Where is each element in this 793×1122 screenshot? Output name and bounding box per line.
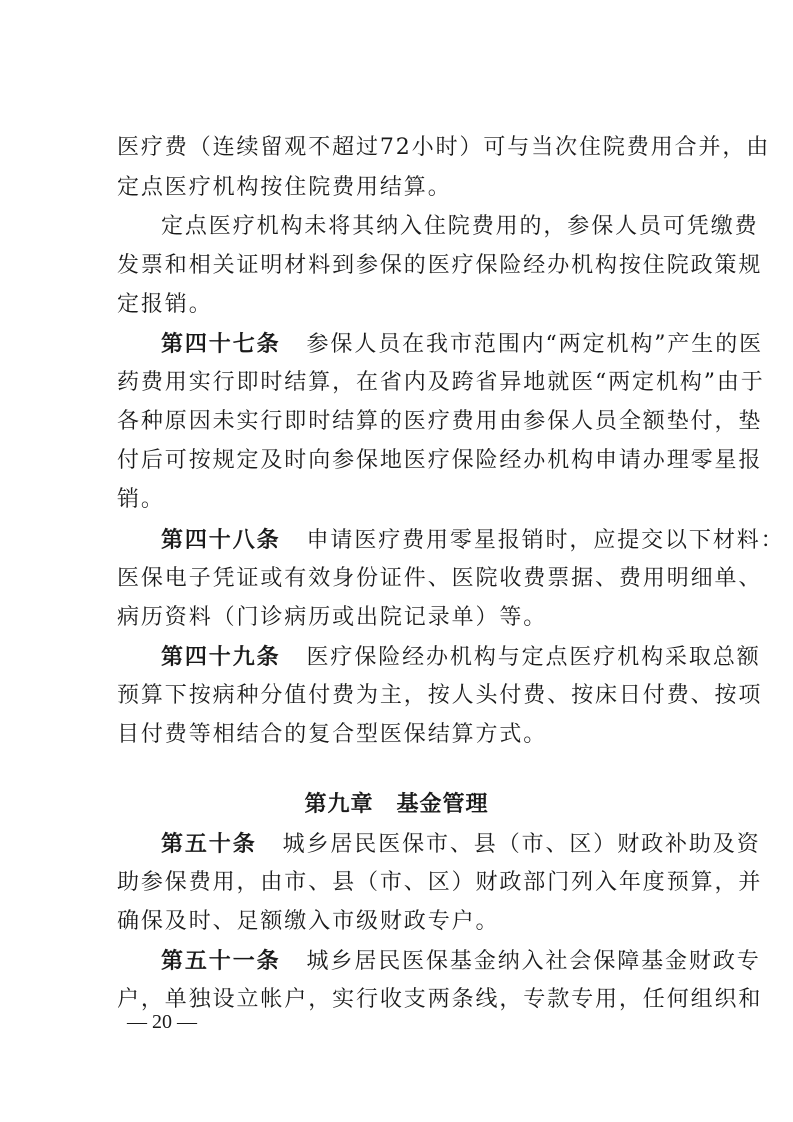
article-number: 第四十七条 <box>161 331 281 357</box>
article-50-first-line <box>161 830 761 859</box>
text-line: 确保及时、足额缴入市级财政专户。 <box>117 909 500 934</box>
article-48-first-line <box>161 526 785 555</box>
text-line: 各种原因未实行即时结算的医疗费用由参保人员全额垫付，垫 <box>117 409 763 434</box>
article-text: 城乡居民医保市、县（市、区）财政补助及资 <box>282 832 761 857</box>
article-text: 医疗保险经办机构与定点医疗机构采取总额 <box>306 645 761 670</box>
article-number: 第四十九条 <box>161 644 281 670</box>
text-line: 病历资料（门诊病历或出院记录单）等。 <box>117 605 548 630</box>
article-text: 参保人员在我市范围内“两定机构”产生的医 <box>306 332 764 357</box>
text-line: 付后可按规定及时向参保地医疗保险经办机构申请办理零星报 <box>117 448 763 473</box>
article-number: 第五十一条 <box>161 948 281 974</box>
article-51-first-line <box>161 947 761 976</box>
text-line: 医保电子凭证或有效身份证件、医院收费票据、费用明细单、 <box>117 566 763 591</box>
text-line: 定报销。 <box>117 292 213 317</box>
text-line: 预算下按病种分值付费为主，按人头付费、按床日付费、按项 <box>117 683 763 708</box>
article-number: 第四十八条 <box>161 527 281 553</box>
text-line: 发票和相关证明材料到参保的医疗保险经办机构按住院政策规 <box>117 253 763 278</box>
page-number: — 20 — <box>127 1011 197 1033</box>
text-line: 定点医疗机构按住院费用结算。 <box>117 175 452 200</box>
article-49-first-line <box>161 643 761 672</box>
chapter-heading: 第九章 基金管理 <box>304 792 489 817</box>
article-text: 申请医疗费用零星报销时，应提交以下材料： <box>306 528 785 553</box>
text-line: 户，单独设立帐户，实行收支两条线，专款专用，任何组织和 <box>117 987 763 1012</box>
text-line: 销。 <box>117 487 165 512</box>
text-line: 药费用实行即时结算，在省内及跨省异地就医“两定机构”由于 <box>117 370 765 395</box>
article-47-first-line <box>161 330 764 359</box>
article-number: 第五十条 <box>161 831 257 857</box>
text-line: 定点医疗机构未将其纳入住院费用的，参保人员可凭缴费 <box>161 214 759 239</box>
text-line: 助参保费用，由市、县（市、区）财政部门列入年度预算，并 <box>117 870 763 895</box>
article-text: 城乡居民医保基金纳入社会保障基金财政专 <box>306 949 761 974</box>
text-line: 目付费等相结合的复合型医保结算方式。 <box>117 722 548 747</box>
text-line: 医疗费（连续留观不超过72小时）可与当次住院费用合并，由 <box>117 135 771 160</box>
